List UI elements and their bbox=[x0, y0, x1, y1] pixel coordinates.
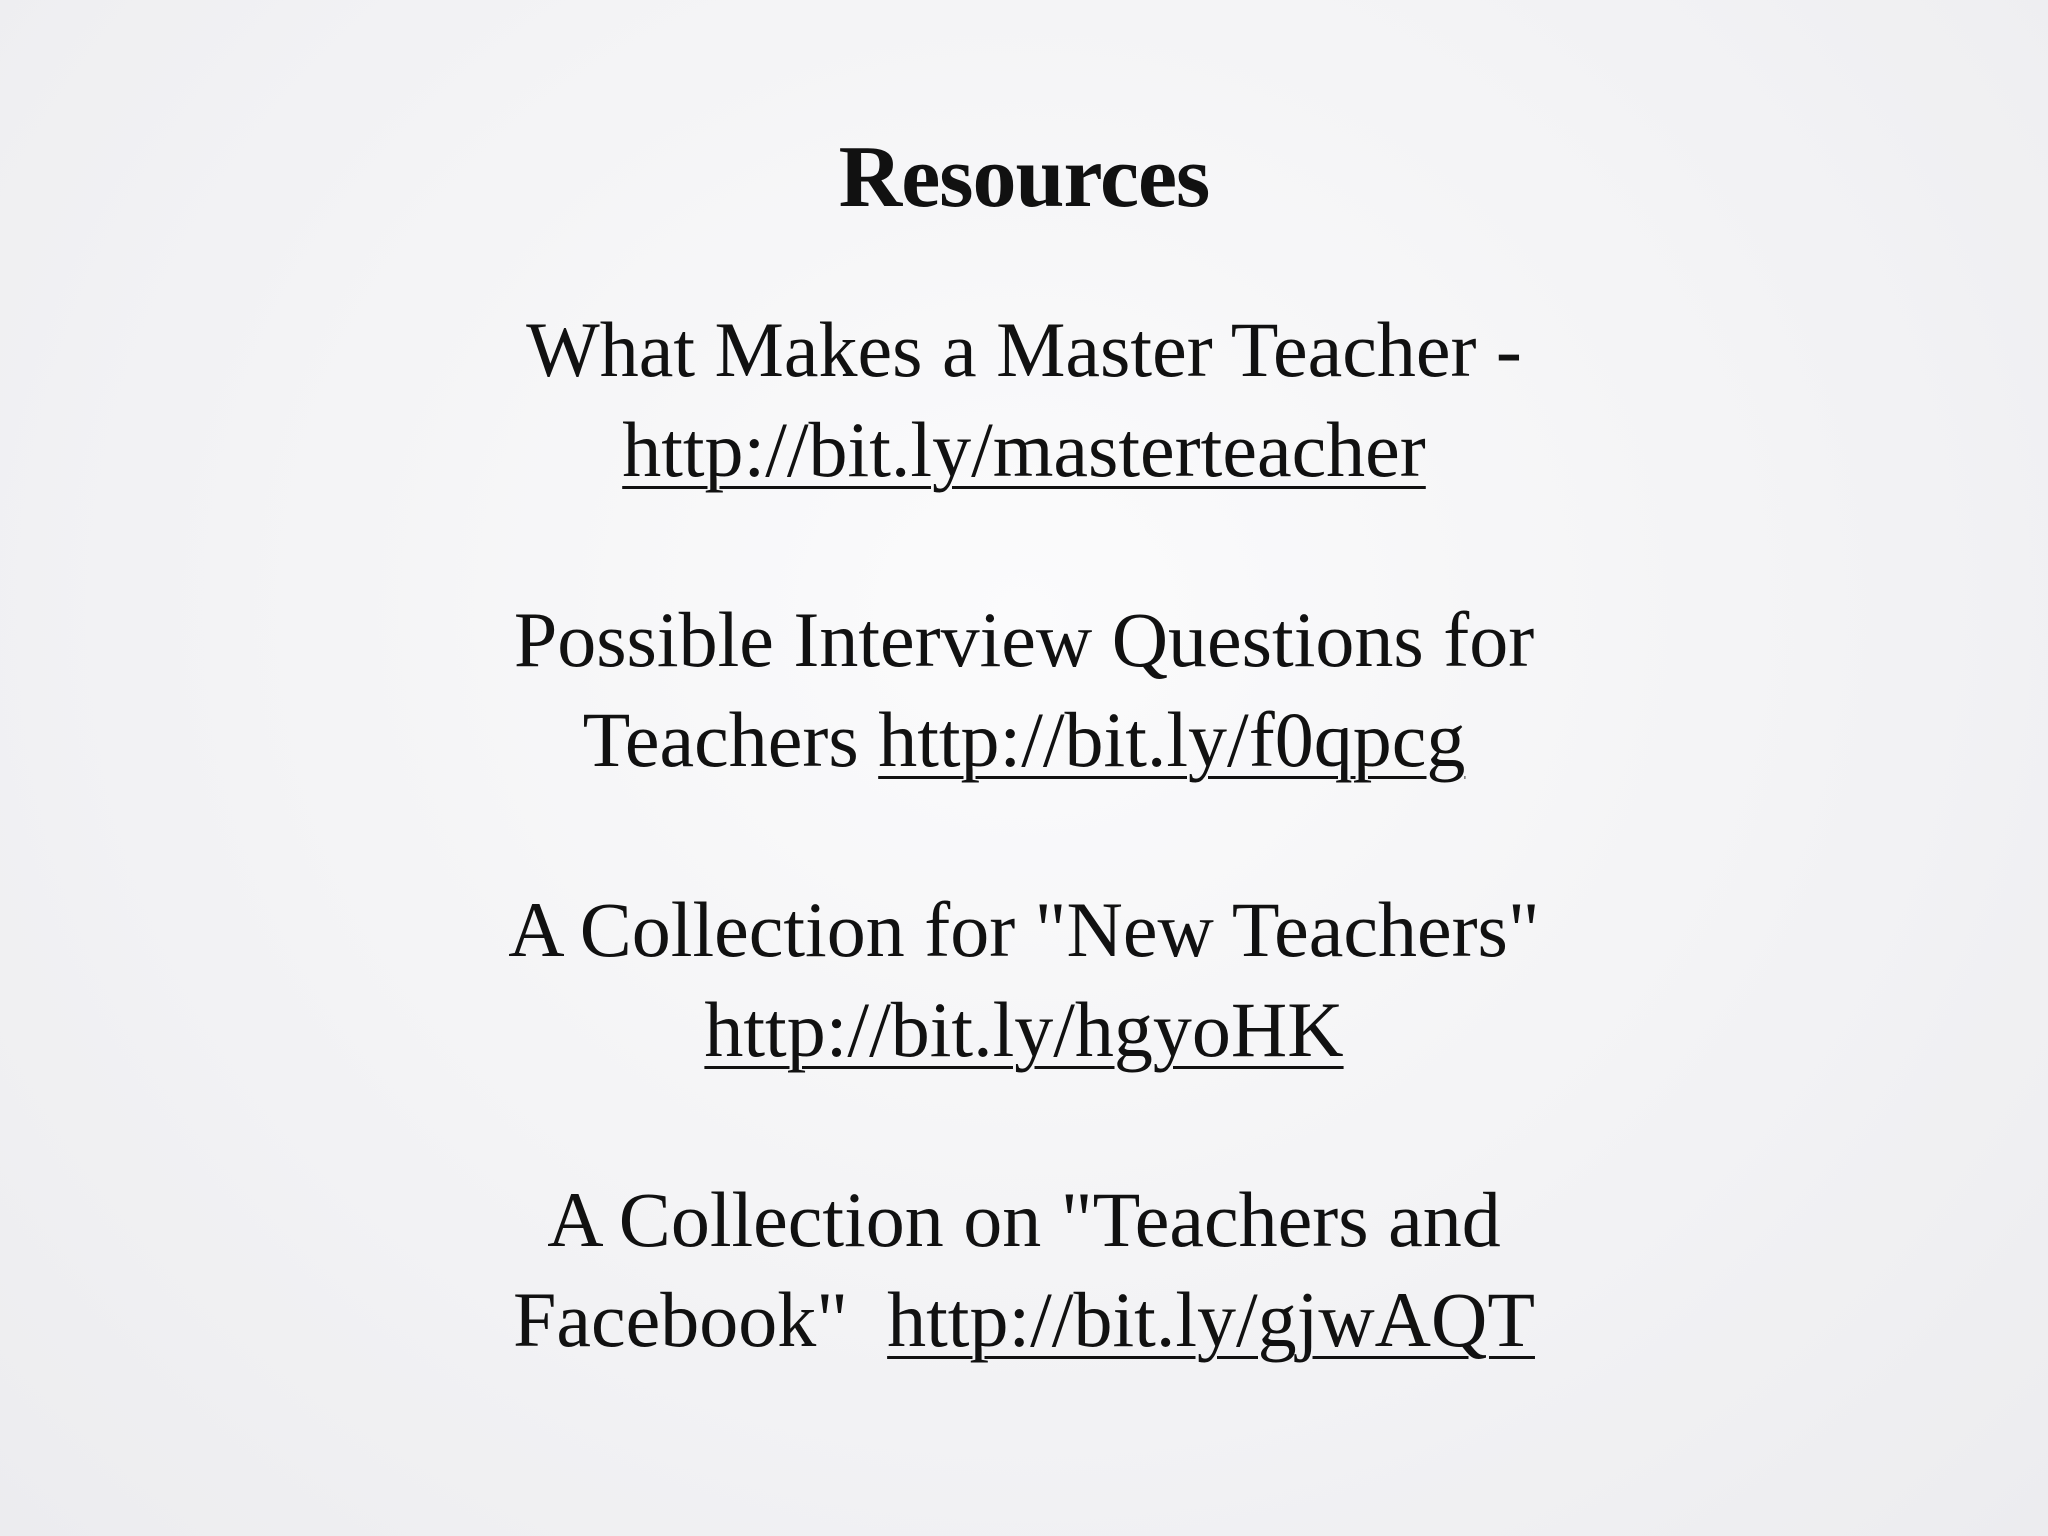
resource-description: Possible Interview Questions for Teachers bbox=[513, 596, 1535, 783]
resource-item-master-teacher bbox=[404, 300, 1644, 500]
resource-link-interview-questions[interactable]: http://bit.ly/f0qpcg bbox=[878, 696, 1466, 783]
resource-description: What Makes a Master Teacher - bbox=[526, 306, 1522, 393]
resource-description: A Collection for "New Teachers" bbox=[508, 886, 1540, 973]
resource-link-master-teacher[interactable]: http://bit.ly/masterteacher bbox=[622, 406, 1426, 493]
resource-item-teachers-facebook bbox=[404, 1170, 1644, 1370]
resource-description: A Collection on "Teachers and Facebook" bbox=[513, 1176, 1501, 1363]
resource-list bbox=[0, 300, 2048, 1460]
slide-title: Resources bbox=[838, 129, 1210, 226]
resource-link-teachers-facebook[interactable]: http://bit.ly/gjwAQT bbox=[887, 1276, 1535, 1363]
resource-link-new-teachers[interactable]: http://bit.ly/hgyoHK bbox=[704, 986, 1344, 1073]
resource-item-interview-questions bbox=[404, 590, 1644, 790]
resource-item-new-teachers bbox=[404, 880, 1644, 1080]
